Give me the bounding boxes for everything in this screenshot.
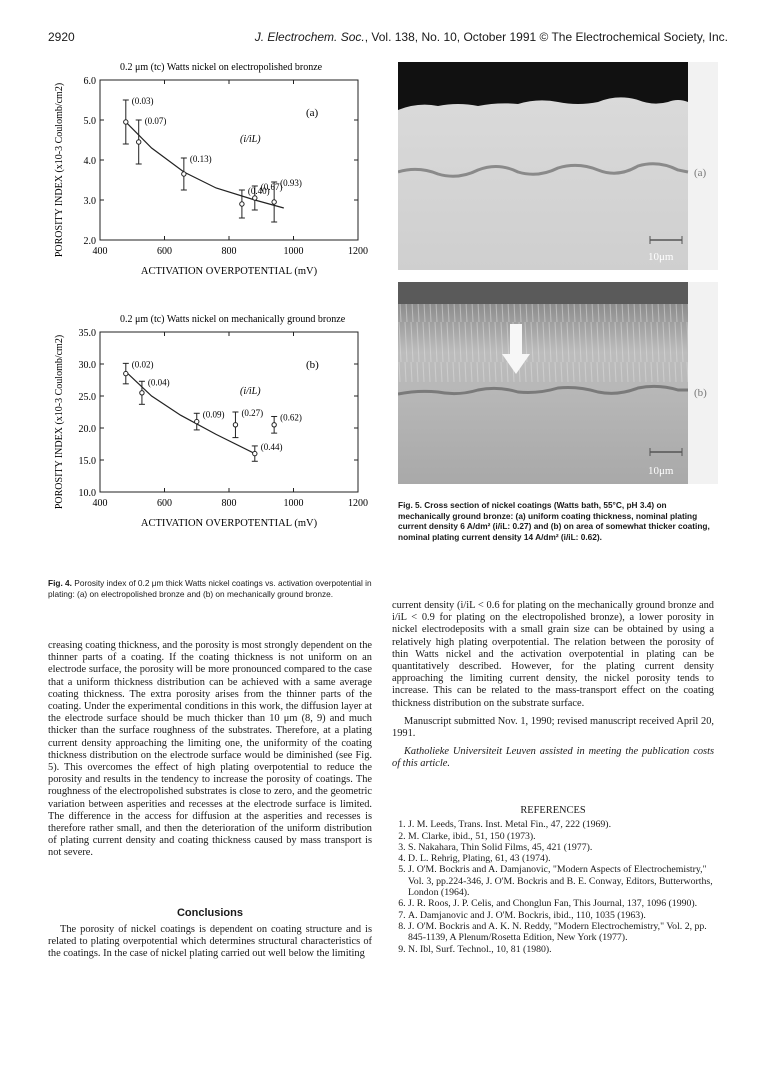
fig4b-point-label: (0.62) [280, 412, 302, 423]
fig4a-point-label: (0.07) [144, 116, 167, 126]
fig4a-y-tick-label: 4.0 [83, 156, 96, 167]
citation-details: , Vol. 138, No. 10, October 1991 © The Electrochemical Society, Inc. [364, 30, 728, 44]
fig4a-data-point [240, 202, 244, 206]
fig4b-data-point [124, 371, 128, 375]
micrograph-b [398, 282, 718, 484]
fig4a-x-tick-label: 400 [92, 246, 108, 257]
fig4b-y-tick-label: 25.0 [78, 392, 96, 403]
fig4a-x-tick-label: 1000 [283, 246, 304, 257]
fig4b-data-point [195, 419, 199, 423]
reference-item: 1. J. M. Leeds, Trans. Inst. Metal Fin., 47, 222 (1969). [408, 819, 714, 830]
fig4a-title: 0.2 μm (tc) Watts nickel on electropolished bronze [120, 62, 323, 73]
fig4b-data-point [140, 391, 144, 395]
fig4b-point-label: (0.09) [202, 409, 225, 420]
micrograph-a-scale-label: 10μm [648, 251, 674, 263]
journal-name: J. Electrochem. Soc. [254, 30, 365, 44]
fig4a-data-point [182, 172, 186, 176]
fig4a-y-axis-label: POROSITY INDEX (x10-3 Coulomb/cm2) [54, 82, 65, 258]
left-paragraph-1: creasing coating thickness, and the porosity is most strongly dependent on the thinner parts of a coating. If the coating thickness is not uniform on an electrode surface, the porosity will be more pronounced compared to the case that a uniform thickness distribution can be achieved with a same average coating thickness. The extra porosity arises from the thinner parts of the coating. Under the experimental conditions in this work, the diffusion layer at the electrode surface should be much thicker than 10 μm (8, 9) and much thicker than the surface roughness of the substrates. Therefore, at a plating current density approaching the limiting one, the uniformity of the coating thickness distribution on the electrode surface would be diminished (see Fig. 5). This overcomes the effect of high plating overpotential to reduce the porosity and results in the tendency to increase the porosity of coatings. The roughness of the electropolished substrates is close to zero, and the geometric variation between asperities and recesses at the electrode surface is limited. The difference in the access for diffusion at the asperities and recesses is therefore rather small, and then the deterioration of the uniform distribution of plating current density and coating thickness caused by mass transport is not severe. [48, 640, 372, 859]
fig4a-x-axis-label: ACTIVATION OVERPOTENTIAL (mV) [140, 266, 318, 277]
fig4b-x-tick-label: 400 [92, 498, 108, 509]
conclusions-paragraph: The porosity of nickel coatings is dependent on coating structure and is related to plating overpotential which determines structural characteristics of the coatings. In the case of nickel plating carried out well below the limiting [48, 924, 372, 960]
fig4b-y-tick-label: 15.0 [78, 456, 96, 467]
references [392, 805, 714, 955]
fig4b-y-axis-label: POROSITY INDEX (x10-3 Coulomb/cm2) [54, 334, 65, 510]
reference-item: 9. N. Ibl, Surf. Technol., 10, 81 (1980). [408, 944, 714, 955]
micrograph-b-scale-label: 10μm [648, 465, 674, 477]
micrograph-a [398, 62, 718, 270]
fig4a-y-tick-label: 5.0 [83, 116, 96, 127]
fig4a-x-tick-label: 600 [157, 246, 172, 257]
fig4a-x-tick-label: 800 [221, 246, 237, 257]
fig4a-x-tick-label: 1200 [348, 246, 368, 257]
fig5-caption [398, 500, 716, 542]
fig4a-chart [48, 58, 378, 298]
journal-citation [255, 30, 728, 44]
fig4b-x-tick-label: 600 [157, 498, 172, 509]
reference-item: 7. A. Damjanovic and J. O'M. Bockris, ibid., 110, 1035 (1963). [408, 910, 714, 921]
fig4a-point-label: (0.93) [280, 178, 302, 188]
fig4a-point-label: (0.40) [247, 186, 270, 196]
page-header [48, 30, 728, 50]
fig4a-data-point [272, 200, 276, 204]
reference-item: 6. J. R. Roos, J. P. Celis, and Chonglun Fan, This Journal, 137, 1096 (1990). [408, 898, 714, 909]
fig4b-x-axis-label: ACTIVATION OVERPOTENTIAL (mV) [140, 518, 318, 529]
fig4b-title: 0.2 μm (tc) Watts nickel on mechanically ground bronze [120, 314, 346, 325]
fig4a-panel-label: (a) [306, 107, 319, 119]
micrograph-b-panel-label: (b) [694, 387, 707, 399]
fig4b-point-label: (0.02) [131, 359, 154, 370]
fig4b-x-tick-label: 800 [221, 498, 237, 509]
fig4b-plot-frame [100, 332, 358, 492]
fig4b-data-point [233, 423, 237, 427]
fig4a-y-tick-label: 3.0 [83, 196, 96, 207]
page-number: 2920 [48, 30, 75, 44]
fig4b-x-tick-label: 1200 [348, 498, 368, 509]
reference-item: 2. M. Clarke, ibid., 51, 150 (1973). [408, 831, 714, 842]
fig4b-data-point [253, 451, 257, 455]
fig4b-panel-label: (b) [306, 359, 319, 371]
reference-item: 5. J. O'M. Bockris and A. Damjanovic, "Modern Aspects of Electrochemistry," Vol. 3, pp.224-346, J. O'M. Bockris and B. E. Conway, Editors, Butterworths, London (1964). [408, 864, 714, 898]
fig4b-ratio-label: (i/iL) [240, 386, 261, 397]
reference-item: 3. S. Nakahara, Thin Solid Films, 45, 421 (1977). [408, 842, 714, 853]
right-paragraph-1: current density (i/iL < 0.6 for plating on the mechanically ground bronze and i/iL < 0.9 for plating on the electropolished bronze), a lower porosity in nickel electrodeposits with a small grain size can be obtained by using a relatively high plating overpotential. The relation between the porosity of thin Watts nickel and the activation overpotential in plating can be quantitatively described. However, for the plating current density approaching the limiting current density, the nickel porosity tends to increase. This can be related to the mass-transport effect on the coating thickness distribution on the substrate surface. [392, 600, 714, 709]
fig4a-y-tick-label: 6.0 [83, 76, 96, 87]
fig4b-point-label: (0.27) [241, 408, 264, 418]
fig4b-y-tick-label: 35.0 [78, 328, 96, 339]
fig4b-y-tick-label: 10.0 [78, 488, 96, 499]
fig5-caption-label: Fig. 5. [398, 500, 422, 510]
fig4b-point-label: (0.44) [260, 441, 283, 452]
fig4a-point-label: (0.67) [260, 182, 283, 192]
references-title: REFERENCES [520, 805, 586, 816]
fig4b-y-tick-label: 30.0 [78, 360, 96, 371]
fig4a-data-point [253, 196, 257, 200]
fig4-caption-label: Fig. 4. [48, 578, 72, 588]
fig4b-y-tick-label: 20.0 [78, 424, 96, 435]
conclusions-text [48, 924, 372, 967]
fig4-caption [48, 578, 373, 599]
reference-item: 8. J. O'M. Bockris and A. K. N. Reddy, "Modern Electrochemistry," Vol. 2, pp. 845-1139, A Plenum/Rosetta Edition, New York (1977). [408, 921, 714, 944]
fig4a-y-tick-label: 2.0 [83, 236, 96, 247]
reference-item: 4. D. L. Rehrig, Plating, 61, 43 (1974). [408, 853, 714, 864]
fig4-caption-text: Porosity index of 0.2 μm thick Watts nickel coatings vs. activation overpotential in plating: (a) on electropolished bronze and (b) on mechanically ground bronze. [48, 578, 372, 599]
fig4b-x-tick-label: 1000 [283, 498, 304, 509]
right-column-text [392, 600, 714, 777]
references-list [392, 819, 714, 955]
left-column-text [48, 640, 372, 866]
acknowledgment: Katholieke Universiteit Leuven assisted in meeting the publication costs of this article. [392, 746, 714, 770]
fig5-caption-text: Cross section of nickel coatings (Watts bath, 55°C, pH 3.4) on mechanically ground bronze: (a) uniform coating thickness, nominal plating current density 6 A/dm² (i/iL: 0.27) and (b) on area of somewhat thicker coating, nominal plating current density 14 A/dm² (i/iL: 0.62). [398, 500, 710, 542]
fig4b-point-label: (0.04) [147, 377, 170, 388]
fig4b-chart [48, 310, 378, 550]
fig4a-point-label: (0.13) [189, 154, 212, 164]
micrograph-a-panel-label: (a) [694, 167, 707, 179]
fig4a-data-point [137, 140, 141, 144]
fig4a-ratio-label: (i/iL) [240, 134, 261, 145]
conclusions-heading: Conclusions [176, 907, 243, 919]
fig4b-data-point [272, 423, 276, 427]
manuscript-note: Manuscript submitted Nov. 1, 1990; revised manuscript received April 20, 1991. [392, 715, 714, 740]
fig4a-data-point [124, 120, 128, 124]
fig4a-point-label: (0.03) [131, 96, 154, 106]
